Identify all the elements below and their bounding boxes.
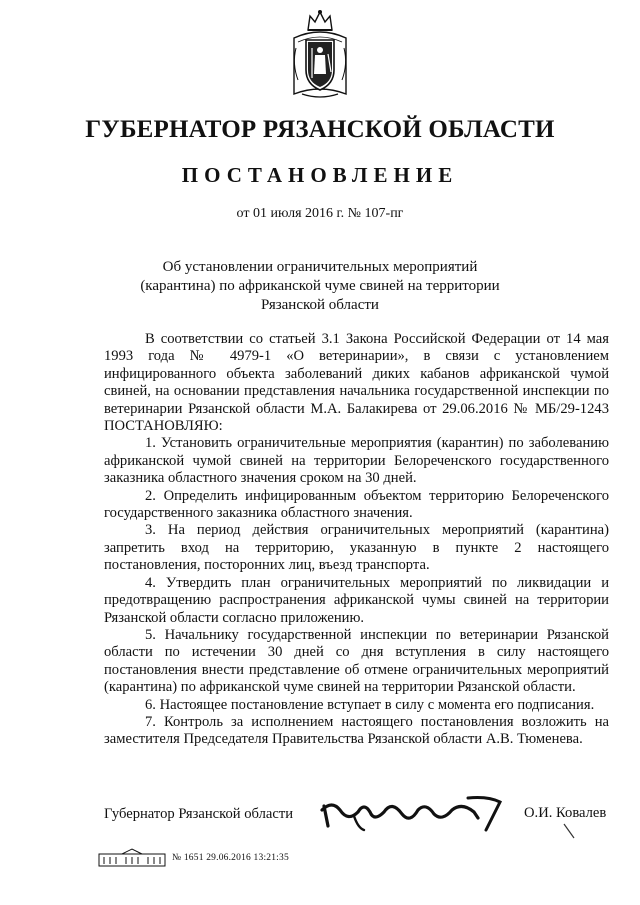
- preamble-paragraph: В соответствии со статьей 3.1 Закона Российской Федерации от 14 мая 1993 года № 4979-1 «О ветеринарии», в связи с установлением инфицированного объекта заболеваний диких кабанов африканской чумой свиней, на основании представления начальника государственной инспекции по ветеринарии Рязанской области М.А. Балакирева от 29.06.2016 № МБ/29-1243 ПОСТАНОВЛЯЮ:: [104, 331, 609, 435]
- pen-mark-icon: [562, 822, 576, 840]
- subject-line: Об установлении ограничительных мероприятий: [162, 259, 478, 275]
- building-stamp-icon: [98, 848, 166, 868]
- signatory-name: О.И. Ковалев: [524, 805, 607, 821]
- registration-footer: [98, 848, 289, 868]
- handwritten-signature-icon: [318, 788, 508, 834]
- document-type: ПОСТАНОВЛЕНИЕ: [181, 163, 459, 187]
- item-paragraph: 7. Контроль за исполнением настоящего постановления возложить на заместителя Председателя Правительства Рязанской области А.В. Тюменева.: [104, 713, 609, 748]
- subject-line: Рязанской области: [261, 297, 379, 313]
- item-paragraph: 5. Начальнику государственной инспекции по ветеринарии Рязанской области по истечении 30 дней со дня вступления в силу настоящего постановления внести представление об отмене ограничительных мероприятий (карантина) по африканской чуме свиней на территории Рязанской области.: [104, 626, 609, 696]
- subject-line: (карантина) по африканской чуме свиней на территории: [140, 278, 500, 294]
- item-paragraph: 3. На период действия ограничительных мероприятий (карантина) запретить вход на территорию, указанную в пункте 2 настоящего постановления, посторонних лиц, въезд транспорта.: [104, 522, 609, 574]
- item-paragraph: 4. Утвердить план ограничительных мероприятий по ликвидации и предотвращению распространения африканской чумы свиней на территории Рязанской области согласно приложению.: [104, 574, 609, 626]
- coat-of-arms-icon: [288, 8, 352, 100]
- registration-number: № 1651 29.06.2016 13:21:35: [172, 853, 289, 863]
- item-paragraph: 2. Определить инфицированным объектом территорию Белореченского государственного заказника областного значения.: [104, 487, 609, 522]
- signatory-title: Губернатор Рязанской области: [104, 806, 294, 822]
- item-paragraph: 6. Настоящее постановление вступает в силу с момента его подписания.: [145, 696, 595, 713]
- authority-title: ГУБЕРНАТОР РЯЗАНСКОЙ ОБЛАСТИ: [85, 116, 555, 143]
- document-subject: [120, 258, 520, 315]
- item-paragraph: 1. Установить ограничительные мероприятия (карантин) по заболеванию африканской чумой свиней на территории Белореченского государственного заказника областного значения сроком на 30 дней.: [104, 435, 609, 487]
- document-date-number: от 01 июля 2016 г. № 107-пг: [236, 206, 404, 221]
- document-body: [104, 331, 609, 749]
